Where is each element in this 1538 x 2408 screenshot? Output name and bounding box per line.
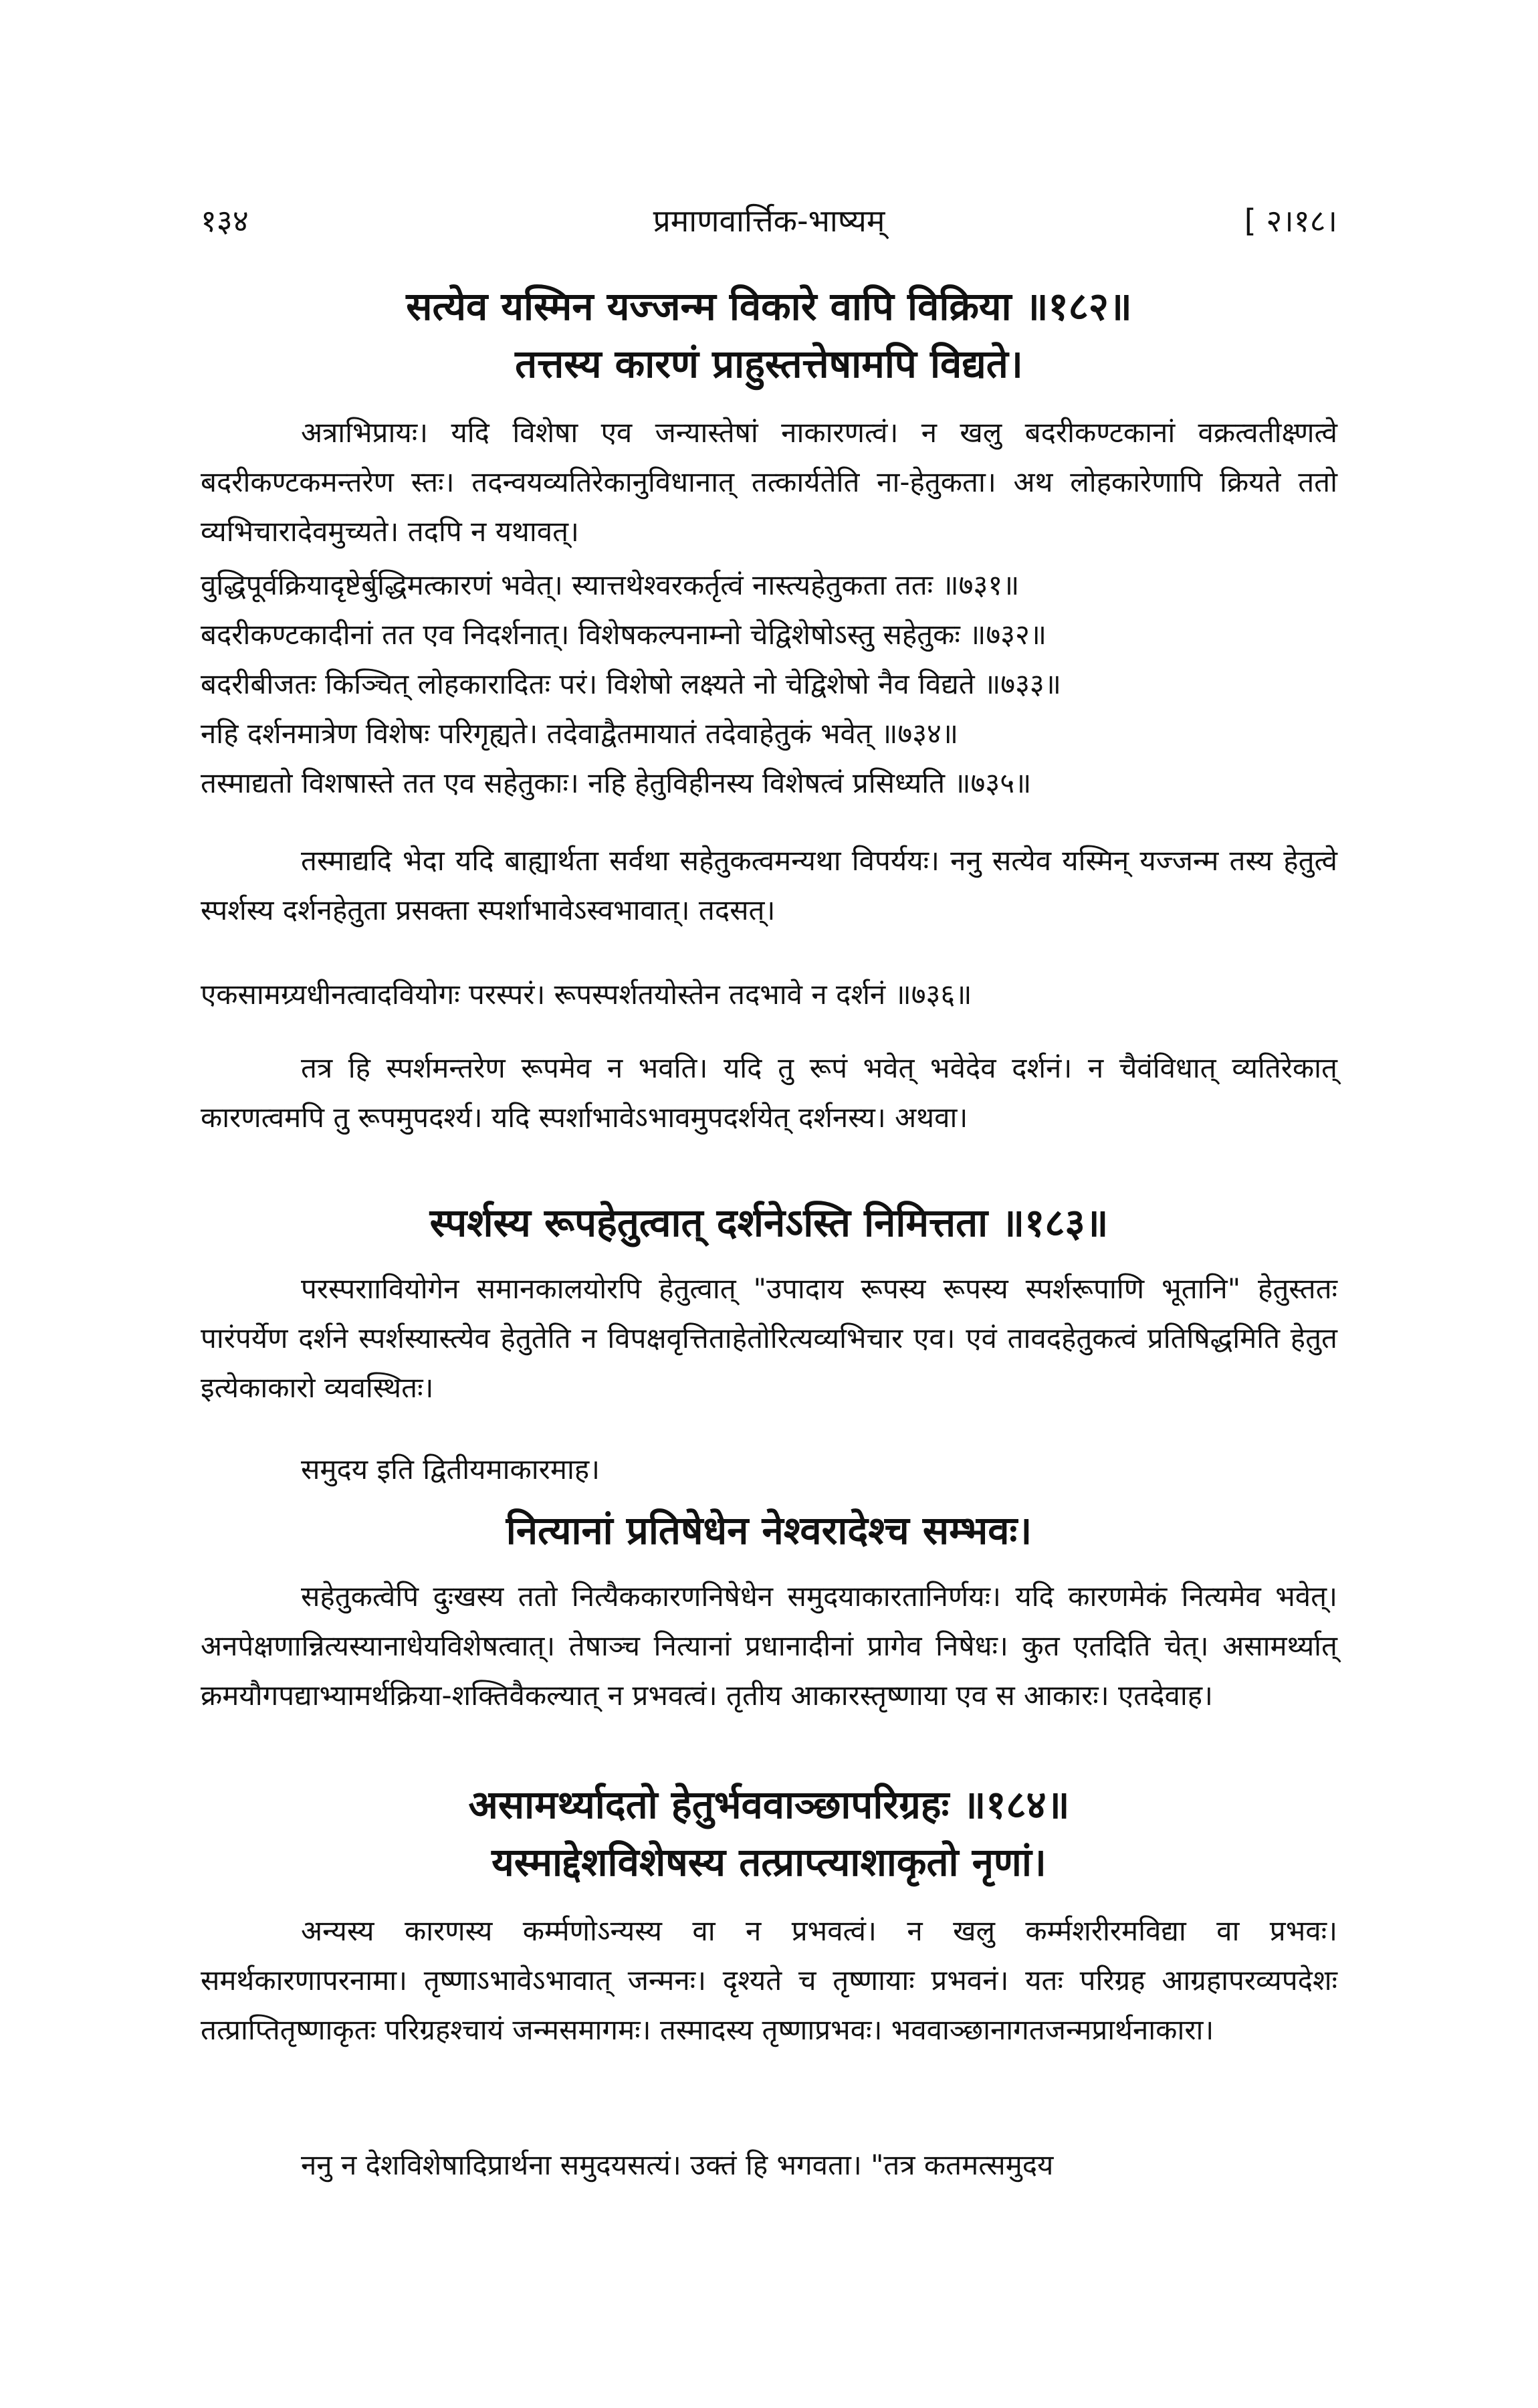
sloka-735: तस्माद्यतो विशषास्ते तत एव सहेतुकाः। नहि हेतुविहीनस्य विशेषत्वं प्रसिध्यति ॥७३५॥ [201,767,1032,799]
commentary-paragraph-8: ननु न देशविशेषादिप्रार्थना समुदयसत्यं। उक्तं हि भगवता। "तत्र कतमत्समुदय [301,2148,1054,2181]
section-reference: [ २।१८। [1244,203,1337,239]
commentary-paragraph-7: अन्यस्य कारणस्य कर्म्मणोऽन्यस्य वा न प्रभवत्वं। न खलु कर्म्मशरीरमविद्या वा प्रभवः। समर्थकारणापरनामा। तृष्णाऽभावेऽभावात् जन्मनः। दृश्यते च तृष्णायाः प्रभवनं। यतः परिग्रह आग्रहापरव्यपदेशः तत्प्राप्तितृष्णाकृतः परिग्रहश्चायं जन्मसमागमः। तस्मादस्य तृष्णाप्रभवः। भववाञ्छानागतजन्मप्रार्थनाकारा। [201,1914,1337,2046]
running-header [201,201,1337,241]
book-title: प्रमाणवार्त्तिक-भाष्यम् [653,203,885,239]
commentary-paragraph-3: तत्र हि स्पर्शमन्तरेण रूपमेव न भवति। यदि तु रूपं भवेत् भवेदेव दर्शनं। न चैवंविधात् व्यतिरेकात् कारणत्वमपि तु रूपमुपदर्श्य। यदि स्पर्शाभावेऽभावमुपदर्शयेत् दर्शनस्य। अथवा। [201,1051,1337,1134]
page-number: १३४ [201,203,249,239]
commentary-paragraph-5: समुदय इति द्वितीयमाकारमाह। [301,1453,600,1486]
commentary-paragraph-4: परस्पराावियोगेन समानकालयोरपि हेतुत्वात् "उपादाय रूपस्य रूपस्य स्पर्शरूपाणि भूतानि" हेतुस्ततः पारंपर्येण दर्शने स्पर्शस्यास्त्येव हेतुतेति न विपक्षवृत्तिताहेतोरित्यव्यभिचार एव। एवं तावदहेतुकत्वं प्रतिषिद्धमिति हेतुत इत्येकाकारो व्यवस्थितः। [201,1272,1337,1404]
verse-184-line-2: यस्माद्देशविशेषस्य तत्प्राप्त्याशाकृतो नृणां। [491,1839,1047,1885]
verse-182-line-1: सत्येव यस्मिन यज्जन्म विकारे वापि विक्रिया ॥१८२॥ [406,284,1132,329]
sloka-736: एकसामग्र्यधीनत्वादवियोगः परस्परं। रूपस्पर्शतयोस्तेन तदभावे न दर्शनं ॥७३६॥ [201,978,972,1011]
sloka-block-731-735 [201,561,1337,808]
sloka-732: बदरीकण्टकादीनां तत एव निदर्शनात्। विशेषकल्पनाम्नो चेद्विशेषोऽस्तु सहेतुकः ॥७३२॥ [201,618,1047,651]
verse-184-line-1: असामर्थ्यादतो हेतुर्भववाञ्छापरिग्रहः ॥१८४॥ [468,1782,1070,1827]
commentary-paragraph-6: सहेतुकत्वेपि दुःखस्य ततो नित्यैककारणनिषेधेन समुदयाकारतानिर्णयः। यदि कारणमेकं नित्यमेव भवेत्। अनपेक्षणान्नित्यस्यानाधेयविशेषत्वात्। तेषाञ्च नित्यानां प्रधानादीनां प्रागेव निषेधः। कुत एतदिति चेत्। असामर्थ्यात् क्रमयौगपद्याभ्यामर्थक्रिया-शक्तिवैकल्यात् न प्रभवत्वं। तृतीय आकारस्तृष्णाया एव स आकारः। एतदेवाह। [201,1580,1337,1712]
sloka-733: बदरीबीजतः किञ्चित् लोहकारादितः परं। विशेषो लक्ष्यते नो चेद्विशेषो नैव विद्यते ॥७३३॥ [201,668,1061,700]
verse-nityanam: नित्यानां प्रतिषेधेन नेश्वरादेश्च सम्भवः। [506,1508,1032,1553]
commentary-paragraph-2: तस्माद्यदि भेदा यदि बाह्यार्थता सर्वथा सहेतुकत्वमन्यथा विपर्ययः। ननु सत्येव यस्मिन् यज्जन्म तस्य हेतुत्वे स्पर्शस्य दर्शनहेतुता प्रसक्ता स्पर्शाभावेऽस्वभावात्। तदसत्। [201,844,1337,926]
sloka-731: वुद्धिपूर्वक्रियादृष्टेर्बुद्धिमत्कारणं भवेत्। स्यात्तथेश्वरकर्तृत्वं नास्त्यहेतुकता ततः ॥७३१॥ [201,569,1020,601]
sloka-734: नहि दर्शनमात्रेण विशेषः परिगृह्यते। तदेवाद्वैतमायातं तदेवाहेतुकं भवेत् ॥७३४॥ [201,717,959,750]
verse-182-line-2: तत्तस्य कारणं प्राहुस्तत्तेषामपि विद्यते। [515,341,1023,387]
verse-183: स्पर्शस्य रूपहेतुत्वात् दर्शनेऽस्ति निमित्तता ॥१८३॥ [429,1200,1109,1245]
commentary-paragraph-1: अत्राभिप्रायः। यदि विशेषा एव जन्यास्तेषां नाकारणत्वं। न खलु बदरीकण्टकानां वक्रत्वतीक्ष्णत्वे बदरीकण्टकमन्तरेण स्तः। तदन्वयव्यतिरेकानुविधानात् तत्कार्यतेति ना-हेतुकता। अथ लोहकारेणापि क्रियते ततो व्यभिचारादेवमुच्यते। तदपि न यथावत्। [201,416,1337,548]
